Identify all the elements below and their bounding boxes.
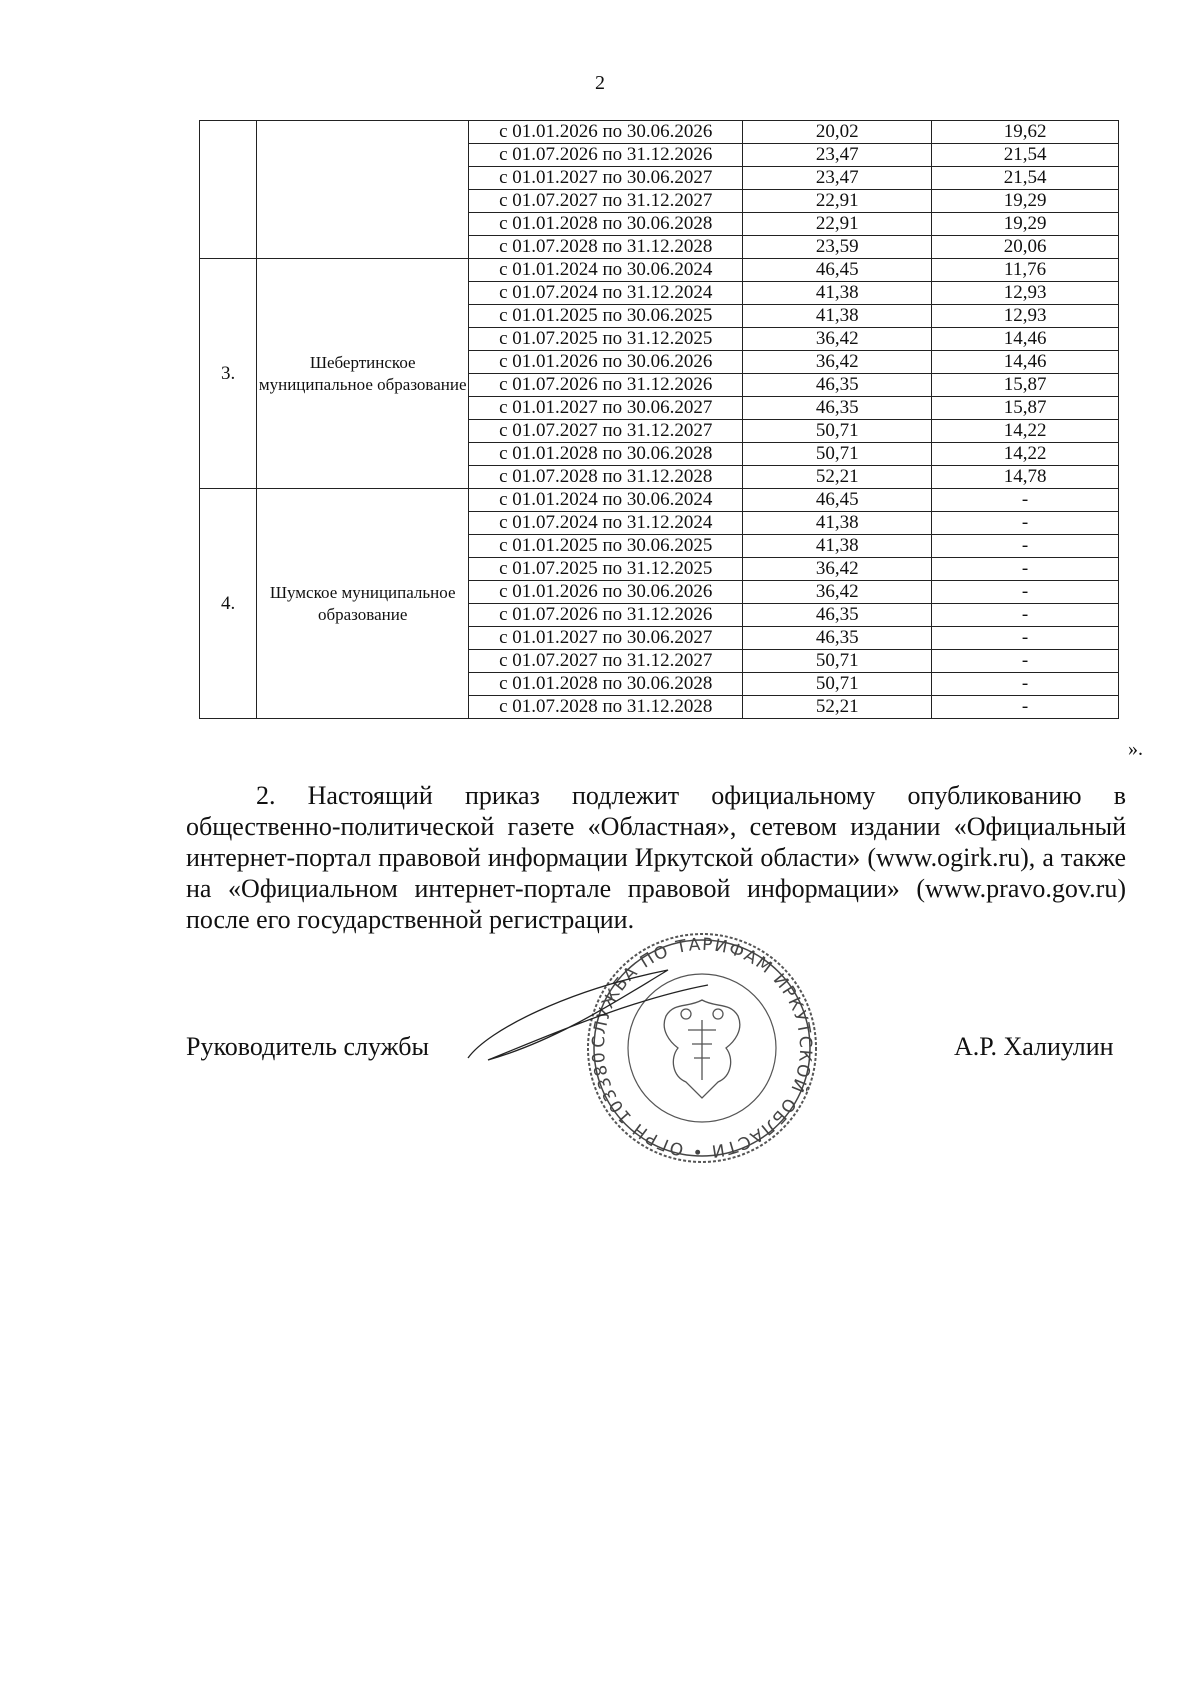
value-1-cell: 36,42: [743, 558, 932, 581]
period-cell: с 01.01.2025 по 30.06.2025: [469, 305, 743, 328]
period-cell: с 01.01.2027 по 30.06.2027: [469, 167, 743, 190]
value-2-cell: -: [932, 673, 1119, 696]
value-2-cell: 19,29: [932, 213, 1119, 236]
period-cell: с 01.01.2026 по 30.06.2026: [469, 121, 743, 144]
value-1-cell: 52,21: [743, 696, 932, 719]
period-cell: с 01.07.2026 по 31.12.2026: [469, 144, 743, 167]
value-1-cell: 36,42: [743, 581, 932, 604]
row-number-cell: 4.: [200, 489, 257, 719]
value-1-cell: 50,71: [743, 673, 932, 696]
page-number: 2: [595, 72, 605, 94]
row-number-cell: [200, 121, 257, 259]
value-2-cell: 14,78: [932, 466, 1119, 489]
period-cell: с 01.07.2024 по 31.12.2024: [469, 512, 743, 535]
value-1-cell: 50,71: [743, 650, 932, 673]
value-1-cell: 36,42: [743, 351, 932, 374]
value-2-cell: -: [932, 512, 1119, 535]
value-2-cell: 19,29: [932, 190, 1119, 213]
value-2-cell: 20,06: [932, 236, 1119, 259]
value-2-cell: -: [932, 535, 1119, 558]
value-1-cell: 46,35: [743, 397, 932, 420]
period-cell: с 01.07.2026 по 31.12.2026: [469, 604, 743, 627]
value-1-cell: 41,38: [743, 282, 932, 305]
value-2-cell: 15,87: [932, 397, 1119, 420]
period-cell: с 01.01.2027 по 30.06.2027: [469, 397, 743, 420]
publication-paragraph: 2. Настоящий приказ подлежит официальному опубликованию в общественно-политической газете «Областная», сетевом издании «Официальный интернет-портал правовой информации Иркутской области» (www.ogirk.ru), а также на «Официальном интернет-портале правовой информации» (www.pravo.gov.ru) после его государственной регистрации.: [186, 781, 1126, 934]
value-1-cell: 50,71: [743, 420, 932, 443]
period-cell: с 01.01.2028 по 30.06.2028: [469, 213, 743, 236]
value-2-cell: -: [932, 650, 1119, 673]
value-1-cell: 46,35: [743, 604, 932, 627]
value-1-cell: 20,02: [743, 121, 932, 144]
value-1-cell: 46,35: [743, 374, 932, 397]
value-2-cell: -: [932, 696, 1119, 719]
value-1-cell: 23,47: [743, 144, 932, 167]
value-2-cell: 14,22: [932, 420, 1119, 443]
value-1-cell: 52,21: [743, 466, 932, 489]
value-2-cell: 15,87: [932, 374, 1119, 397]
value-1-cell: 46,45: [743, 259, 932, 282]
value-2-cell: 21,54: [932, 167, 1119, 190]
value-1-cell: 41,38: [743, 512, 932, 535]
value-2-cell: -: [932, 627, 1119, 650]
value-2-cell: -: [932, 558, 1119, 581]
period-cell: с 01.01.2028 по 30.06.2028: [469, 673, 743, 696]
value-2-cell: 14,22: [932, 443, 1119, 466]
period-cell: с 01.07.2025 по 31.12.2025: [469, 558, 743, 581]
value-1-cell: 41,38: [743, 305, 932, 328]
value-2-cell: 12,93: [932, 305, 1119, 328]
period-cell: с 01.07.2027 по 31.12.2027: [469, 650, 743, 673]
value-1-cell: 22,91: [743, 213, 932, 236]
period-cell: с 01.07.2028 по 31.12.2028: [469, 696, 743, 719]
value-1-cell: 36,42: [743, 328, 932, 351]
value-2-cell: 12,93: [932, 282, 1119, 305]
table-row: [200, 259, 1119, 282]
tariff-table: [199, 120, 1119, 719]
period-cell: с 01.07.2026 по 31.12.2026: [469, 374, 743, 397]
period-cell: с 01.01.2025 по 30.06.2025: [469, 535, 743, 558]
value-2-cell: 14,46: [932, 328, 1119, 351]
value-1-cell: 41,38: [743, 535, 932, 558]
value-1-cell: 23,47: [743, 167, 932, 190]
value-2-cell: 19,62: [932, 121, 1119, 144]
value-2-cell: -: [932, 581, 1119, 604]
period-cell: с 01.01.2026 по 30.06.2026: [469, 581, 743, 604]
tariff-table-body: [200, 121, 1119, 719]
value-2-cell: 11,76: [932, 259, 1119, 282]
signer-name: А.Р. Халиулин: [954, 1032, 1114, 1061]
period-cell: с 01.01.2028 по 30.06.2028: [469, 443, 743, 466]
value-1-cell: 23,59: [743, 236, 932, 259]
period-cell: с 01.07.2027 по 31.12.2027: [469, 420, 743, 443]
signer-position: Руководитель службы: [186, 1032, 429, 1061]
value-1-cell: 22,91: [743, 190, 932, 213]
period-cell: с 01.01.2026 по 30.06.2026: [469, 351, 743, 374]
signature-scribble: [468, 970, 708, 1060]
seal-text: СЛУЖБА ПО ТАРИФАМ ИРКУТСКОЙ ОБЛАСТИ • ОГРН 103380: [588, 934, 816, 1162]
period-cell: с 01.07.2025 по 31.12.2025: [469, 328, 743, 351]
municipality-name-cell: Шебертинское муниципальное образование: [257, 259, 469, 489]
row-number-cell: 3.: [200, 259, 257, 489]
municipality-name-cell: Шумское муниципальное образование: [257, 489, 469, 719]
table-row: [200, 489, 1119, 512]
period-cell: с 01.07.2027 по 31.12.2027: [469, 190, 743, 213]
period-cell: с 01.01.2027 по 30.06.2027: [469, 627, 743, 650]
period-cell: с 01.01.2024 по 30.06.2024: [469, 489, 743, 512]
municipality-name-cell: [257, 121, 469, 259]
value-2-cell: 14,46: [932, 351, 1119, 374]
period-cell: с 01.07.2028 по 31.12.2028: [469, 236, 743, 259]
closing-quote: ».: [1128, 738, 1143, 760]
coat-of-arms-icon: [664, 1000, 740, 1098]
value-2-cell: -: [932, 489, 1119, 512]
value-2-cell: -: [932, 604, 1119, 627]
value-1-cell: 46,45: [743, 489, 932, 512]
value-1-cell: 46,35: [743, 627, 932, 650]
period-cell: с 01.07.2028 по 31.12.2028: [469, 466, 743, 489]
table-row: [200, 121, 1119, 144]
period-cell: с 01.07.2024 по 31.12.2024: [469, 282, 743, 305]
official-seal-stamp: [448, 930, 838, 1170]
period-cell: с 01.01.2024 по 30.06.2024: [469, 259, 743, 282]
value-1-cell: 50,71: [743, 443, 932, 466]
value-2-cell: 21,54: [932, 144, 1119, 167]
